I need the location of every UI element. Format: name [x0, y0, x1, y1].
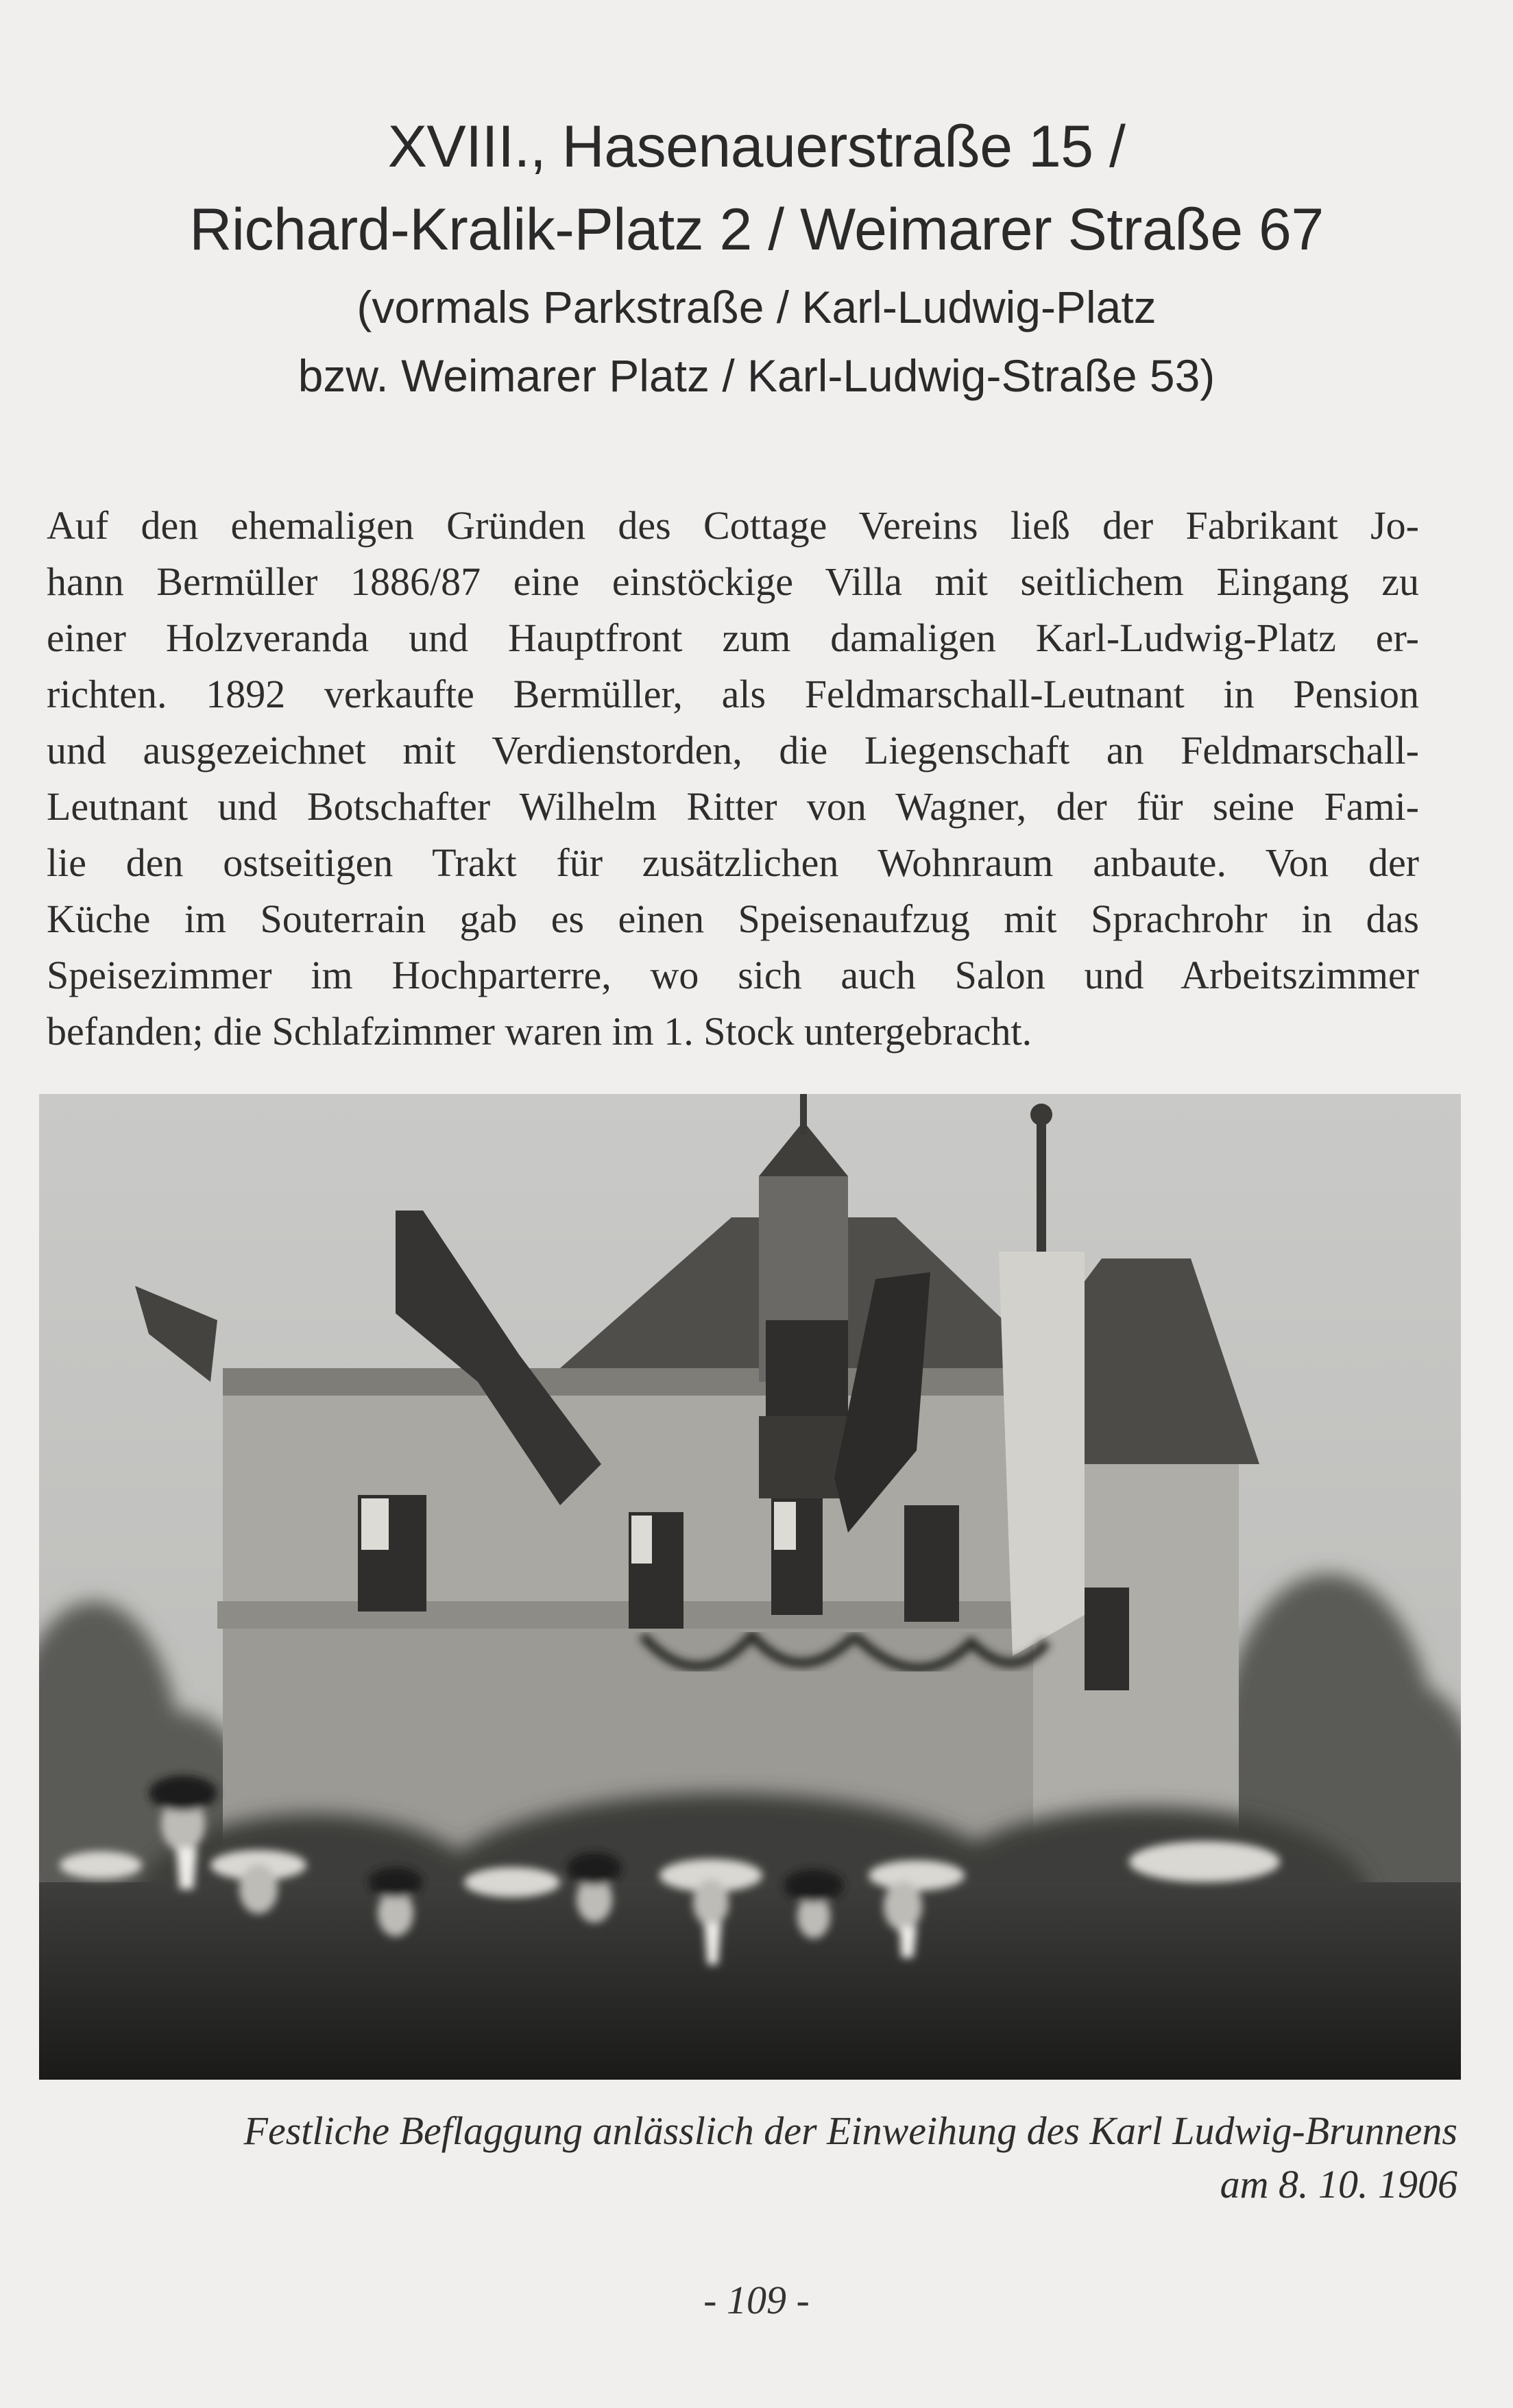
page-subtitle-line-1: (vormals Parkstraße / Karl-Ludwig-Platz	[356, 282, 1157, 332]
paragraph-line: einer Holzveranda und Hauptfront zum damaligen Karl-Ludwig-Platz er-	[47, 616, 1419, 660]
photo-caption	[47, 2104, 1457, 2211]
page-title-line-2: Richard-Kralik-Platz 2 / Weimarer Straße 67	[189, 197, 1324, 263]
body-paragraph	[47, 498, 1419, 1060]
paragraph-line: und ausgezeichnet mit Verdienstorden, die Liegenschaft an Feldmarschall-	[47, 728, 1419, 773]
page-title-line-1: XVIII., Hasenauerstraße 15 /	[387, 114, 1126, 180]
paragraph-line: lie den ostseitigen Trakt für zusätzlichen Wohnraum anbaute. Von der	[47, 840, 1419, 885]
paragraph-line: richten. 1892 verkaufte Bermüller, als Feldmarschall-Leutnant in Pension	[47, 672, 1419, 716]
paragraph-line: befanden; die Schlafzimmer waren im 1. Stock untergebracht.	[47, 1009, 1032, 1054]
caption-line-2: am 8. 10. 1906	[1220, 2162, 1457, 2206]
paragraph-line: Auf den ehemaligen Gründen des Cottage Vereins ließ der Fabrikant Jo-	[47, 503, 1419, 548]
page-subtitle-line-2: bzw. Weimarer Platz / Karl-Ludwig-Straße 53)	[298, 350, 1215, 401]
page-number: - 109 -	[703, 2278, 810, 2322]
paragraph-line: Leutnant und Botschafter Wilhelm Ritter von Wagner, der für seine Fami-	[47, 784, 1419, 829]
paragraph-line: Küche im Souterrain gab es einen Speisenaufzug mit Sprachrohr in das	[47, 897, 1419, 941]
paragraph-line: Speisezimmer im Hochparterre, wo sich auch Salon und Arbeitszimmer	[47, 953, 1419, 997]
caption-line-1: Festliche Beflaggung anlässlich der Einweihung des Karl Ludwig-Brunnens	[243, 2108, 1457, 2153]
historic-villa-photo	[39, 1094, 1461, 2080]
paragraph-line: hann Bermüller 1886/87 eine einstöckige Villa mit seitlichem Eingang zu	[47, 559, 1419, 604]
